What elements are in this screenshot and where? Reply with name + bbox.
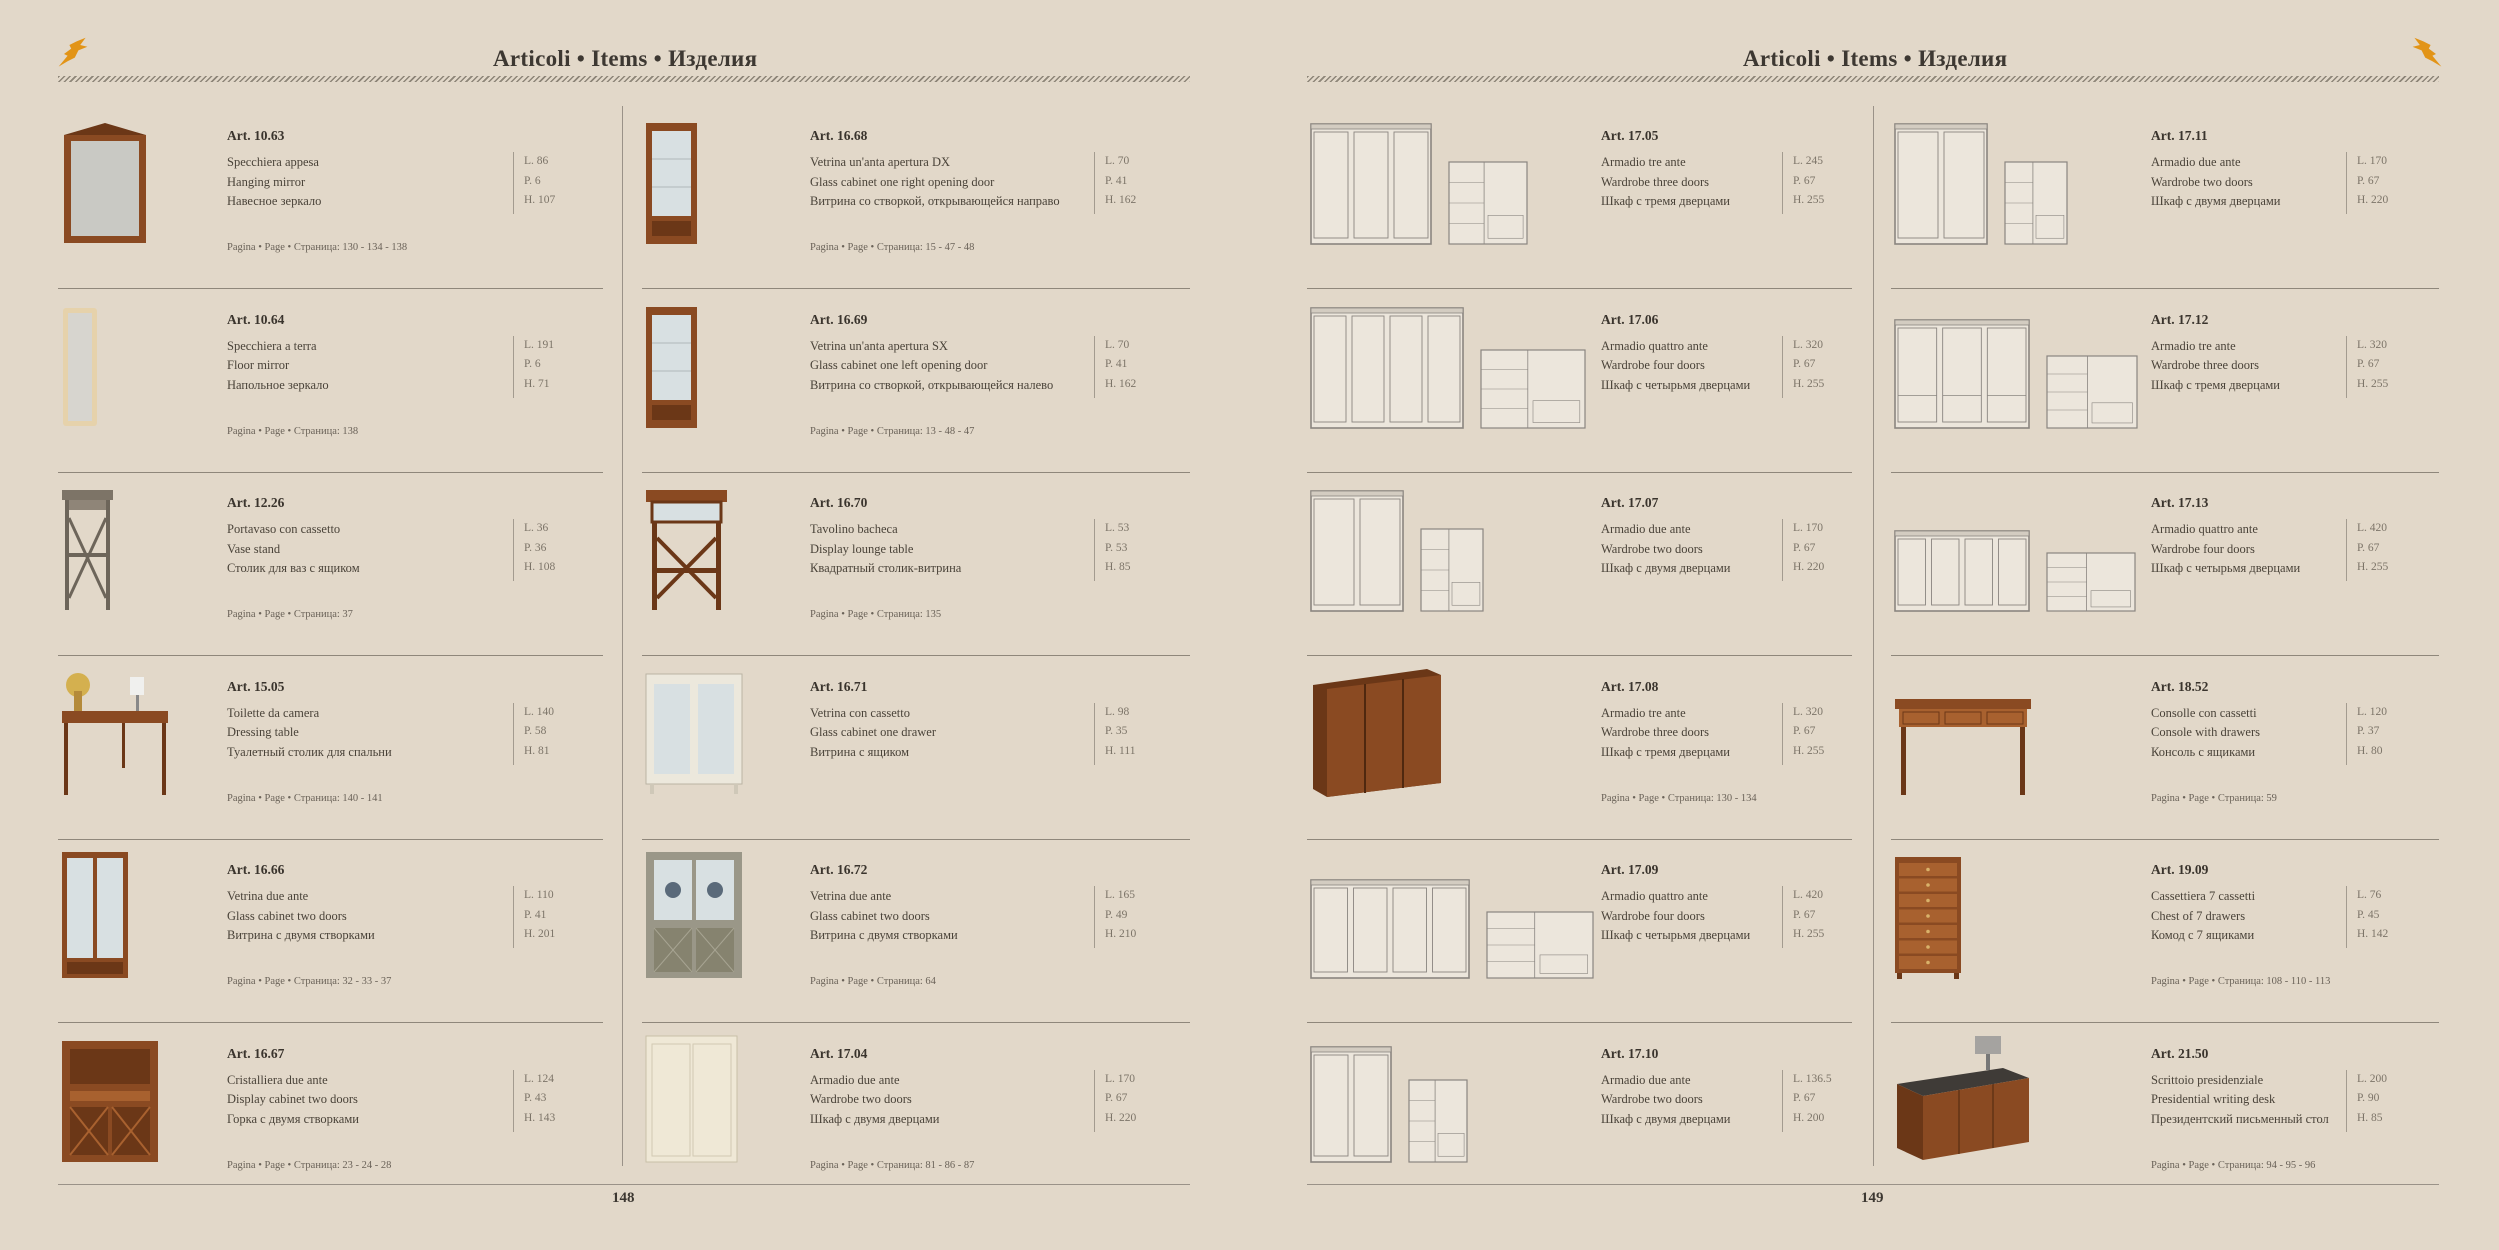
catalog-item bbox=[58, 106, 603, 290]
item-name-english: Hanging mirror bbox=[227, 174, 306, 189]
item-name-russian: Президентский письменный стол bbox=[2151, 1111, 2329, 1126]
item-name-russian: Горка с двумя створками bbox=[227, 1111, 359, 1126]
item-dimension-value: H. 255 bbox=[2357, 377, 2389, 390]
item-name-italian: Vetrina due ante bbox=[227, 889, 309, 903]
item-name-english: Glass cabinet one drawer bbox=[810, 725, 936, 739]
item-dimension-value: P. 6 bbox=[524, 174, 541, 187]
item-name-english: Display lounge table bbox=[810, 541, 914, 556]
item-names bbox=[227, 337, 329, 396]
item-dimension-value: L. 170 bbox=[1793, 522, 1824, 534]
item-name-english: Display cabinet two doors bbox=[227, 1092, 358, 1106]
item-dimension-value: H. 108 bbox=[524, 561, 556, 573]
item-page-reference: Pagina • Page • Страница: 13 - 48 - 47 bbox=[810, 425, 975, 437]
item-names bbox=[810, 153, 1060, 212]
item-dimension-value: L. 120 bbox=[2357, 705, 2388, 718]
item-name-english: Glass cabinet one right opening door bbox=[810, 174, 995, 189]
item-name-english: Wardrobe two doors bbox=[1601, 1092, 1703, 1106]
item-article-number: Art. 16.69 bbox=[810, 311, 868, 327]
wood-wardrobe-icon bbox=[1309, 665, 1444, 805]
catalog-item bbox=[642, 106, 1190, 290]
catalog-item bbox=[1891, 840, 2439, 1024]
item-dimension-value: H. 200 bbox=[1793, 1111, 1825, 1124]
item-dimension-value: L. 36 bbox=[524, 522, 549, 534]
item-article-number: Art. 17.10 bbox=[1601, 1045, 1659, 1061]
item-article-number: Art. 17.04 bbox=[810, 1045, 868, 1061]
item-dimension-value: P. 6 bbox=[524, 358, 541, 370]
item-names bbox=[2151, 153, 2280, 212]
item-name-russian: Витрина с ящиком bbox=[810, 744, 910, 759]
item-page-reference: Pagina • Page • Страница: 138 bbox=[227, 425, 359, 437]
item-dimension-value: H. 143 bbox=[524, 1111, 556, 1124]
item-dimensions bbox=[2346, 336, 2388, 398]
item-name-italian: Toilette da camera bbox=[227, 705, 320, 720]
item-dimension-value: P. 67 bbox=[1793, 174, 1816, 187]
item-name-italian: Consolle con cassetti bbox=[2151, 705, 2257, 720]
item-page-reference: Pagina • Page • Страница: 23 - 24 - 28 bbox=[227, 1159, 392, 1171]
item-dimension-value: H. 107 bbox=[524, 194, 556, 206]
item-names bbox=[810, 337, 1053, 396]
item-dimension-value: P. 49 bbox=[1105, 908, 1128, 921]
console-icon bbox=[1893, 697, 2033, 802]
item-dimension-value: P. 53 bbox=[1105, 541, 1128, 554]
item-dimensions bbox=[1094, 1070, 1136, 1132]
item-dimension-value: H. 81 bbox=[524, 744, 550, 757]
item-dimension-value: P. 45 bbox=[2357, 908, 2380, 921]
item-article-number: Art. 16.66 bbox=[227, 862, 285, 877]
item-name-english: Console with drawers bbox=[2151, 725, 2261, 739]
item-name-italian: Portavaso con cassetto bbox=[227, 522, 341, 536]
item-page-reference: Pagina • Page • Страница: 108 - 110 - 113 bbox=[2151, 976, 2331, 987]
item-name-russian: Шкаф с двумя дверцами bbox=[2151, 194, 2281, 208]
catalog-item bbox=[642, 1024, 1190, 1208]
item-dimension-value: L. 70 bbox=[1105, 338, 1130, 351]
item-names bbox=[227, 520, 360, 579]
item-dimensions bbox=[1782, 703, 1824, 765]
item-name-russian: Напольное зеркало bbox=[227, 377, 329, 392]
item-dimension-value: L. 53 bbox=[1105, 522, 1130, 534]
vase-stand-icon bbox=[60, 488, 115, 618]
item-name-russian: Шкаф с тремя дверцами bbox=[1601, 744, 1730, 759]
item-dimension-value: P. 41 bbox=[1105, 358, 1128, 370]
item-name-russian: Шкаф с четырьмя дверцами bbox=[2151, 561, 2301, 575]
item-names bbox=[1601, 153, 1730, 212]
item-dimension-value: H. 255 bbox=[1793, 928, 1825, 940]
item-dimension-value: H. 201 bbox=[524, 928, 556, 940]
item-name-italian: Armadio due ante bbox=[2151, 155, 2241, 169]
item-page-reference: Pagina • Page • Страница: 15 - 47 - 48 bbox=[810, 242, 975, 253]
item-dimensions bbox=[1782, 519, 1824, 581]
item-dimension-value: L. 170 bbox=[1105, 1072, 1136, 1085]
item-name-italian: Vetrina due ante bbox=[810, 889, 892, 903]
item-dimensions bbox=[513, 519, 555, 581]
item-dimension-value: P. 67 bbox=[2357, 541, 2380, 554]
item-dimension-value: L. 110 bbox=[524, 889, 554, 901]
item-article-number: Art. 17.07 bbox=[1601, 495, 1659, 510]
catalog-item bbox=[58, 290, 603, 474]
item-page-reference: Pagina • Page • Страница: 140 - 141 bbox=[227, 792, 383, 804]
item-name-italian: Cassettiera 7 cassetti bbox=[2151, 889, 2256, 903]
item-name-russian: Столик для ваз с ящиком bbox=[227, 561, 360, 575]
item-dimension-value: P. 67 bbox=[1793, 908, 1816, 921]
writing-desk-icon bbox=[1893, 1032, 2033, 1172]
item-dimension-value: L. 320 bbox=[1793, 705, 1824, 718]
item-dimensions bbox=[1782, 886, 1824, 948]
item-dimension-value: L. 420 bbox=[1793, 889, 1824, 901]
catalog-item bbox=[1307, 290, 1852, 474]
item-name-english: Floor mirror bbox=[227, 358, 290, 372]
item-article-number: Art. 10.64 bbox=[227, 311, 285, 327]
chest-of-drawers-icon bbox=[1893, 855, 1963, 985]
white-glass-cabinet-icon bbox=[644, 672, 744, 802]
item-article-number: Art. 16.71 bbox=[810, 678, 868, 694]
item-name-english: Wardrobe two doors bbox=[1601, 541, 1703, 556]
item-names bbox=[810, 1071, 939, 1130]
item-page-reference: Pagina • Page • Страница: 130 - 134 bbox=[1601, 792, 1757, 804]
item-dimension-value: P. 67 bbox=[2357, 358, 2380, 370]
item-article-number: Art. 17.13 bbox=[2151, 495, 2209, 510]
item-dimension-value: L. 124 bbox=[524, 1072, 555, 1085]
item-article-number: Art. 12.26 bbox=[227, 495, 285, 510]
item-name-english: Wardrobe four doors bbox=[1601, 358, 1705, 372]
item-article-number: Art. 19.09 bbox=[2151, 862, 2209, 877]
item-name-english: Wardrobe four doors bbox=[1601, 908, 1705, 923]
item-names bbox=[2151, 887, 2255, 946]
catalog-item bbox=[1891, 657, 2439, 841]
item-dimension-value: L. 320 bbox=[1793, 338, 1824, 351]
item-name-russian: Витрина с двумя створками bbox=[810, 928, 958, 942]
narrow-glass-cabinet-icon bbox=[644, 121, 699, 251]
item-name-italian: Armadio tre ante bbox=[1601, 155, 1686, 169]
item-dimension-value: H. 220 bbox=[1793, 561, 1825, 573]
column-divider bbox=[1873, 106, 1874, 1166]
page-title: Articoli • Items • Изделия bbox=[1743, 46, 2008, 71]
item-page-reference: Pagina • Page • Страница: 64 bbox=[810, 976, 936, 987]
item-dimension-value: P. 67 bbox=[1793, 358, 1816, 370]
catalog-item bbox=[1891, 1024, 2439, 1208]
item-name-italian: Vetrina un'anta apertura DX bbox=[810, 155, 951, 169]
item-dimensions bbox=[1094, 886, 1136, 948]
item-article-number: Art. 18.52 bbox=[2151, 678, 2209, 694]
item-name-italian: Tavolino bacheca bbox=[810, 522, 898, 536]
item-dimension-value: P. 67 bbox=[1793, 541, 1816, 554]
item-dimension-value: H. 162 bbox=[1105, 194, 1137, 206]
item-name-italian: Armadio due ante bbox=[1601, 522, 1691, 536]
catalog-item bbox=[58, 657, 603, 841]
item-dimension-value: P. 41 bbox=[524, 908, 547, 921]
catalog-item bbox=[1891, 106, 2439, 290]
display-cabinet-icon bbox=[60, 1039, 160, 1169]
item-name-russian: Шкаф с двумя дверцами bbox=[1601, 561, 1731, 575]
item-dimensions bbox=[513, 336, 554, 398]
item-name-italian: Scrittoio presidenziale bbox=[2151, 1072, 2264, 1087]
item-dimensions bbox=[513, 886, 555, 948]
item-dimension-value: H. 255 bbox=[1793, 194, 1825, 206]
item-name-italian: Specchiera a terra bbox=[227, 338, 317, 353]
item-name-english: Wardrobe two doors bbox=[2151, 174, 2253, 189]
page-number: 148 bbox=[612, 1190, 635, 1206]
item-article-number: Art. 16.67 bbox=[227, 1045, 285, 1061]
item-dimension-value: H. 255 bbox=[1793, 744, 1825, 757]
item-dimension-value: H. 162 bbox=[1105, 377, 1137, 390]
item-dimension-value: L. 86 bbox=[524, 155, 549, 167]
item-dimension-value: L. 140 bbox=[524, 705, 555, 718]
catalog-item bbox=[642, 840, 1190, 1024]
item-article-number: Art. 17.11 bbox=[2151, 128, 2208, 143]
wardrobe-drawing-icon bbox=[1893, 318, 2139, 435]
item-dimensions bbox=[1094, 703, 1135, 765]
item-dimensions bbox=[2346, 152, 2388, 214]
item-names bbox=[2151, 520, 2300, 579]
item-name-italian: Armadio tre ante bbox=[2151, 338, 2236, 353]
item-names bbox=[1601, 887, 1750, 946]
wardrobe-drawing-icon bbox=[1309, 306, 1587, 435]
item-dimension-value: L. 170 bbox=[2357, 155, 2388, 167]
item-name-english: Wardrobe two doors bbox=[810, 1092, 912, 1106]
item-name-russian: Туалетный столик для спальни bbox=[227, 744, 392, 759]
wardrobe-drawing-icon bbox=[1309, 489, 1485, 618]
item-name-english: Chest of 7 drawers bbox=[2151, 908, 2246, 923]
item-dimension-value: L. 200 bbox=[2357, 1072, 2388, 1085]
item-dimensions bbox=[513, 152, 555, 214]
item-name-russian: Витрина со створкой, открывающейся налево bbox=[810, 377, 1054, 392]
item-dimension-value: L. 245 bbox=[1793, 155, 1824, 167]
item-dimension-value: P. 43 bbox=[524, 1092, 547, 1104]
hanging-mirror-icon bbox=[60, 121, 150, 251]
item-dimension-value: H. 220 bbox=[2357, 194, 2389, 206]
item-dimension-value: H. 220 bbox=[1105, 1111, 1137, 1124]
dressing-table-icon bbox=[60, 667, 170, 802]
item-dimension-value: H. 71 bbox=[524, 377, 550, 390]
item-page-reference: Pagina • Page • Страница: 81 - 86 - 87 bbox=[810, 1159, 975, 1171]
item-page-reference: Pagina • Page • Страница: 37 bbox=[227, 609, 353, 620]
item-name-italian: Armadio due ante bbox=[1601, 1072, 1691, 1087]
item-name-russian: Квадратный столик-витрина bbox=[810, 561, 962, 575]
item-name-english: Dressing table bbox=[227, 725, 299, 739]
page-title: Articoli • Items • Изделия bbox=[493, 46, 758, 71]
item-dimensions bbox=[1094, 152, 1136, 214]
item-name-russian: Шкаф с тремя дверцами bbox=[1601, 194, 1730, 208]
item-name-russian: Шкаф с четырьмя дверцами bbox=[1601, 928, 1751, 942]
item-dimension-value: P. 67 bbox=[1105, 1092, 1128, 1104]
item-dimensions bbox=[1094, 336, 1136, 398]
item-name-italian: Vetrina un'anta apertura SX bbox=[810, 338, 948, 353]
item-name-english: Presidential writing desk bbox=[2151, 1092, 2276, 1106]
item-name-italian: Cristalliera due ante bbox=[227, 1072, 328, 1087]
item-dimension-value: P. 67 bbox=[1793, 1092, 1816, 1104]
item-name-english: Glass cabinet two doors bbox=[810, 908, 930, 923]
item-page-reference: Pagina • Page • Страница: 94 - 95 - 96 bbox=[2151, 1159, 2316, 1171]
item-name-russian: Консоль с ящиками bbox=[2151, 744, 2256, 759]
wardrobe-drawing-icon bbox=[1309, 122, 1529, 251]
item-names bbox=[1601, 337, 1750, 396]
item-page-reference: Pagina • Page • Страница: 130 - 134 - 138 bbox=[227, 242, 408, 253]
item-dimensions bbox=[1782, 336, 1824, 398]
item-article-number: Art. 16.68 bbox=[810, 128, 868, 143]
item-article-number: Art. 15.05 bbox=[227, 678, 285, 694]
item-name-italian: Armadio quattro ante bbox=[2151, 522, 2258, 536]
item-name-italian: Armadio due ante bbox=[810, 1072, 900, 1087]
item-page-reference: Pagina • Page • Страница: 135 bbox=[810, 609, 942, 620]
item-dimension-value: L. 136.5 bbox=[1793, 1072, 1832, 1085]
item-dimension-value: H. 142 bbox=[2357, 928, 2389, 940]
item-name-italian: Armadio tre ante bbox=[1601, 705, 1686, 720]
item-name-russian: Витрина со створкой, открывающейся направо bbox=[810, 194, 1060, 208]
item-name-english: Glass cabinet two doors bbox=[227, 908, 347, 923]
item-dimension-value: L. 165 bbox=[1105, 889, 1136, 901]
item-dimension-value: P. 67 bbox=[1793, 725, 1816, 737]
item-names bbox=[227, 153, 321, 212]
catalog-item bbox=[1307, 473, 1852, 657]
item-dimension-value: L. 76 bbox=[2357, 889, 2382, 901]
item-names bbox=[1601, 520, 1730, 579]
item-dimension-value: H. 255 bbox=[1793, 377, 1825, 390]
grey-glass-cabinet-icon bbox=[644, 850, 744, 985]
item-dimensions bbox=[1782, 1070, 1832, 1132]
item-name-english: Wardrobe four doors bbox=[2151, 541, 2255, 556]
item-page-reference: Pagina • Page • Страница: 32 - 33 - 37 bbox=[227, 976, 392, 987]
wardrobe-drawing-icon bbox=[1309, 878, 1595, 985]
item-name-russian: Шкаф с тремя дверцами bbox=[2151, 377, 2280, 392]
display-table-icon bbox=[644, 488, 729, 618]
item-name-russian: Шкаф с двумя дверцами bbox=[1601, 1111, 1731, 1126]
narrow-glass-cabinet-icon bbox=[644, 305, 699, 435]
item-article-number: Art. 17.05 bbox=[1601, 128, 1659, 143]
item-page-reference: Pagina • Page • Страница: 59 bbox=[2151, 792, 2277, 804]
catalog-item bbox=[1307, 106, 1852, 290]
item-dimension-value: L. 70 bbox=[1105, 155, 1130, 167]
catalog-item bbox=[642, 473, 1190, 657]
item-name-english: Wardrobe three doors bbox=[2151, 358, 2259, 372]
item-article-number: Art. 21.50 bbox=[2151, 1045, 2209, 1061]
item-names bbox=[2151, 1071, 2329, 1130]
catalog-item bbox=[1307, 840, 1852, 1024]
item-dimension-value: P. 67 bbox=[2357, 174, 2380, 187]
item-dimension-value: H. 111 bbox=[1105, 744, 1136, 757]
item-dimensions bbox=[2346, 519, 2388, 581]
item-name-russian: Витрина с двумя створками bbox=[227, 928, 375, 942]
item-dimensions bbox=[513, 703, 554, 765]
item-dimension-value: P. 37 bbox=[2357, 725, 2380, 737]
item-names bbox=[2151, 337, 2280, 396]
header-hatch bbox=[58, 76, 1190, 82]
item-name-russian: Шкаф с двумя дверцами bbox=[810, 1111, 940, 1126]
item-article-number: Art. 17.08 bbox=[1601, 678, 1659, 694]
catalog-item bbox=[1891, 290, 2439, 474]
item-dimension-value: P. 36 bbox=[524, 541, 547, 554]
header-hatch bbox=[1307, 76, 2439, 82]
item-article-number: Art. 17.06 bbox=[1601, 311, 1659, 327]
item-dimension-value: H. 85 bbox=[1105, 561, 1131, 573]
glass-cabinet-icon bbox=[60, 850, 130, 985]
item-name-italian: Armadio quattro ante bbox=[1601, 889, 1708, 903]
column-divider bbox=[622, 106, 623, 1166]
item-article-number: Art. 16.70 bbox=[810, 495, 868, 510]
item-name-russian: Комод с 7 ящиками bbox=[2151, 928, 2255, 942]
winged-horse-logo-icon bbox=[2409, 36, 2445, 72]
item-dimension-value: P. 58 bbox=[524, 725, 547, 737]
catalog-item bbox=[642, 290, 1190, 474]
item-dimension-value: P. 41 bbox=[1105, 174, 1128, 187]
item-name-english: Wardrobe three doors bbox=[1601, 174, 1709, 189]
catalog-item bbox=[1891, 473, 2439, 657]
item-name-english: Glass cabinet one left opening door bbox=[810, 358, 988, 372]
item-name-english: Wardrobe three doors bbox=[1601, 725, 1709, 739]
catalog-item bbox=[1307, 657, 1852, 841]
winged-horse-logo-icon bbox=[55, 36, 91, 72]
item-dimension-value: L. 191 bbox=[524, 338, 555, 351]
item-dimensions bbox=[1094, 519, 1131, 581]
item-dimension-value: L. 320 bbox=[2357, 338, 2388, 351]
item-name-italian: Armadio quattro ante bbox=[1601, 338, 1708, 353]
item-article-number: Art. 17.09 bbox=[1601, 862, 1659, 877]
item-names bbox=[1601, 1071, 1730, 1130]
item-dimension-value: H. 255 bbox=[2357, 561, 2389, 573]
item-names bbox=[810, 887, 958, 946]
item-dimension-value: H. 80 bbox=[2357, 744, 2383, 757]
item-names bbox=[810, 520, 961, 579]
item-article-number: Art. 10.63 bbox=[227, 128, 285, 143]
item-dimension-value: L. 98 bbox=[1105, 705, 1130, 718]
right-page bbox=[1249, 0, 2499, 1250]
floor-mirror-icon bbox=[60, 305, 100, 435]
item-article-number: Art. 17.12 bbox=[2151, 311, 2209, 327]
page-number: 149 bbox=[1861, 1190, 1884, 1206]
item-name-italian: Vetrina con cassetto bbox=[810, 705, 910, 720]
item-name-italian: Specchiera appesa bbox=[227, 155, 319, 169]
item-name-english: Vase stand bbox=[227, 541, 281, 556]
item-names bbox=[1601, 704, 1730, 763]
item-dimension-value: H. 85 bbox=[2357, 1111, 2383, 1124]
wardrobe-drawing-icon bbox=[1309, 1045, 1469, 1169]
wardrobe-drawing-icon bbox=[1893, 529, 2137, 618]
item-dimensions bbox=[2346, 1070, 2387, 1132]
item-dimension-value: P. 35 bbox=[1105, 725, 1128, 737]
item-name-russian: Шкаф с четырьмя дверцами bbox=[1601, 377, 1751, 392]
catalog-item bbox=[642, 657, 1190, 841]
item-dimensions bbox=[2346, 886, 2388, 948]
item-dimension-value: P. 90 bbox=[2357, 1092, 2380, 1104]
item-names bbox=[2151, 704, 2260, 763]
item-names bbox=[227, 887, 375, 946]
item-dimensions bbox=[513, 1070, 555, 1132]
item-name-russian: Навесное зеркало bbox=[227, 194, 322, 208]
item-dimensions bbox=[1782, 152, 1824, 214]
catalog-item bbox=[1307, 1024, 1852, 1208]
item-article-number: Art. 16.72 bbox=[810, 862, 868, 877]
item-names bbox=[810, 704, 936, 763]
catalog-item bbox=[58, 840, 603, 1024]
item-names bbox=[227, 704, 392, 763]
catalog-item bbox=[58, 473, 603, 657]
wardrobe-drawing-icon bbox=[1893, 122, 2069, 251]
ivory-wardrobe-icon bbox=[644, 1034, 739, 1169]
catalog-item bbox=[58, 1024, 603, 1208]
item-names bbox=[227, 1071, 359, 1130]
item-dimensions bbox=[2346, 703, 2387, 765]
item-dimension-value: H. 210 bbox=[1105, 928, 1137, 940]
item-dimension-value: L. 420 bbox=[2357, 522, 2388, 534]
